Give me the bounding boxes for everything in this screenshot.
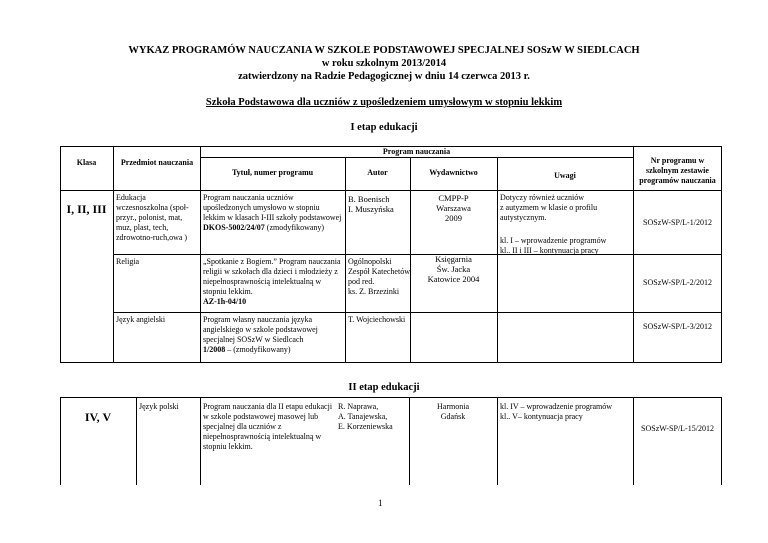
row2-tytul-text: „Spotkanie z Bogiem.” Program nauczania religii w szkołach dla dzieci i młodzieży z niepełnosprawnością intelektualną w stopniu lekkim. (203, 257, 341, 296)
row4-tytul: Program nauczania dla II etapu edukacji w szkole podstawowej masowej lub specjalnej dla uczniów z niepełnosprawnością intelektualną w stopniu lekkim. (203, 402, 333, 451)
col-nr-header: Nr programu w szkolnym zestawie programów nauczania (639, 156, 716, 185)
row2-uwagi: kl. I – wprowadzenie programów kl.. II i III – kontynuacja pracy (500, 236, 607, 255)
row2-przedmiot: Religia (116, 257, 140, 266)
document-title: WYKAZ PROGRAMÓW NAUCZANIA W SZKOLE PODSTAWOWEJ SPECJALNEJ SOSzW W SIEDLCACH (128, 45, 640, 56)
stage1-title: I etap edukacji (350, 122, 418, 133)
row1-autor: B. Boenisch I. Muszyńska (348, 194, 394, 214)
row1-tytul-note: (zmodyfikowany) (264, 223, 325, 232)
row3-tytul-code: 1/2008 (203, 345, 226, 354)
page-number: 1 (378, 498, 383, 508)
stage2-title: II etap edukacji (348, 382, 420, 393)
row1-tytul-text: Program nauczania uczniów upośledzonych umysłowo w stopniu lekkim w klasach I-III szkoły podstawowej (203, 193, 342, 222)
row3-tytul-text: Program własny nauczania języka angielskiego w szkole podstawowej specjalnej SOSzW w Siedlcach (203, 315, 318, 344)
col-tytul-header: Tytuł, numer programu (231, 168, 314, 177)
col-autor-header: Autor (367, 168, 388, 177)
row2-wydawnictwo: Księgarnia Św. Jacka Katowice 2004 (427, 254, 480, 284)
row1-uwagi: Dotyczy również uczniów z autyzmem w klasie o profilu autystycznym. (500, 193, 598, 222)
row3-nr: SOSzW-SP/L-3/2012 (643, 322, 712, 331)
row2-tytul (203, 257, 345, 307)
row1-nr: SOSzW-SP/L-1/2012 (643, 218, 712, 227)
col-przedmiot-header: Przedmiot nauczania (120, 158, 194, 167)
row3-tytul (203, 315, 343, 355)
approval-note: zatwierdzony na Radzie Pedagogicznej w dniu 14 czerwca 2013 r. (238, 71, 530, 82)
row2-tytul-code: AZ-1h-04/10 (203, 297, 247, 306)
row2-nr: SOSzW-SP/L-2/2012 (643, 278, 712, 287)
row1-wydawnictwo: CMPP-P Warszawa 2009 (436, 193, 471, 223)
row4-nr: SOSzW-SP/L-15/2012 (641, 424, 714, 433)
col-wydawnictwo-header: Wydawnictwo (429, 168, 478, 177)
school-name: Szkoła Podstawowa dla uczniów z upośledzeniem umysłowym w stopniu lekkim (205, 97, 563, 108)
row3-przedmiot: Język angielski (116, 315, 166, 324)
row3-autor: T. Wojciechowski (348, 315, 406, 324)
row1-tytul (203, 193, 343, 233)
stage1-klasa: I, II, III (66, 202, 107, 216)
row4-uwagi: kl. IV – wprowadzenie programów kl.. V– kontynuacja pracy (500, 402, 613, 421)
program-group-header: Program nauczania (382, 147, 451, 156)
row4-przedmiot: Język polski (139, 402, 179, 411)
col-klasa-header: Klasa (76, 158, 97, 167)
col-uwagi-header: Uwagi (554, 171, 576, 180)
row4-autor: R. Naprawa, A. Tanajewska, E. Korzeniewska (338, 402, 393, 431)
row2-autor: Ogólnopolski Zespół Katechetów pod red. ks. Z. Brzezinki (348, 257, 410, 296)
row4-wydawnictwo: Harmonia Gdańsk (437, 402, 469, 421)
school-year: w roku szkolnym 2013/2014 (321, 58, 447, 69)
row1-przedmiot: Edukacja wczesnoszkolna (społ-przyr., polonist, mat, muz, plast, tech, zdrowotno-ruch,owa ) (116, 193, 189, 242)
row3-tytul-note: – (zmodyfikowany) (225, 345, 291, 354)
row1-tytul-code: DKOS-5002/24/07 (203, 223, 265, 232)
stage2-klasa: IV, V (84, 410, 112, 424)
